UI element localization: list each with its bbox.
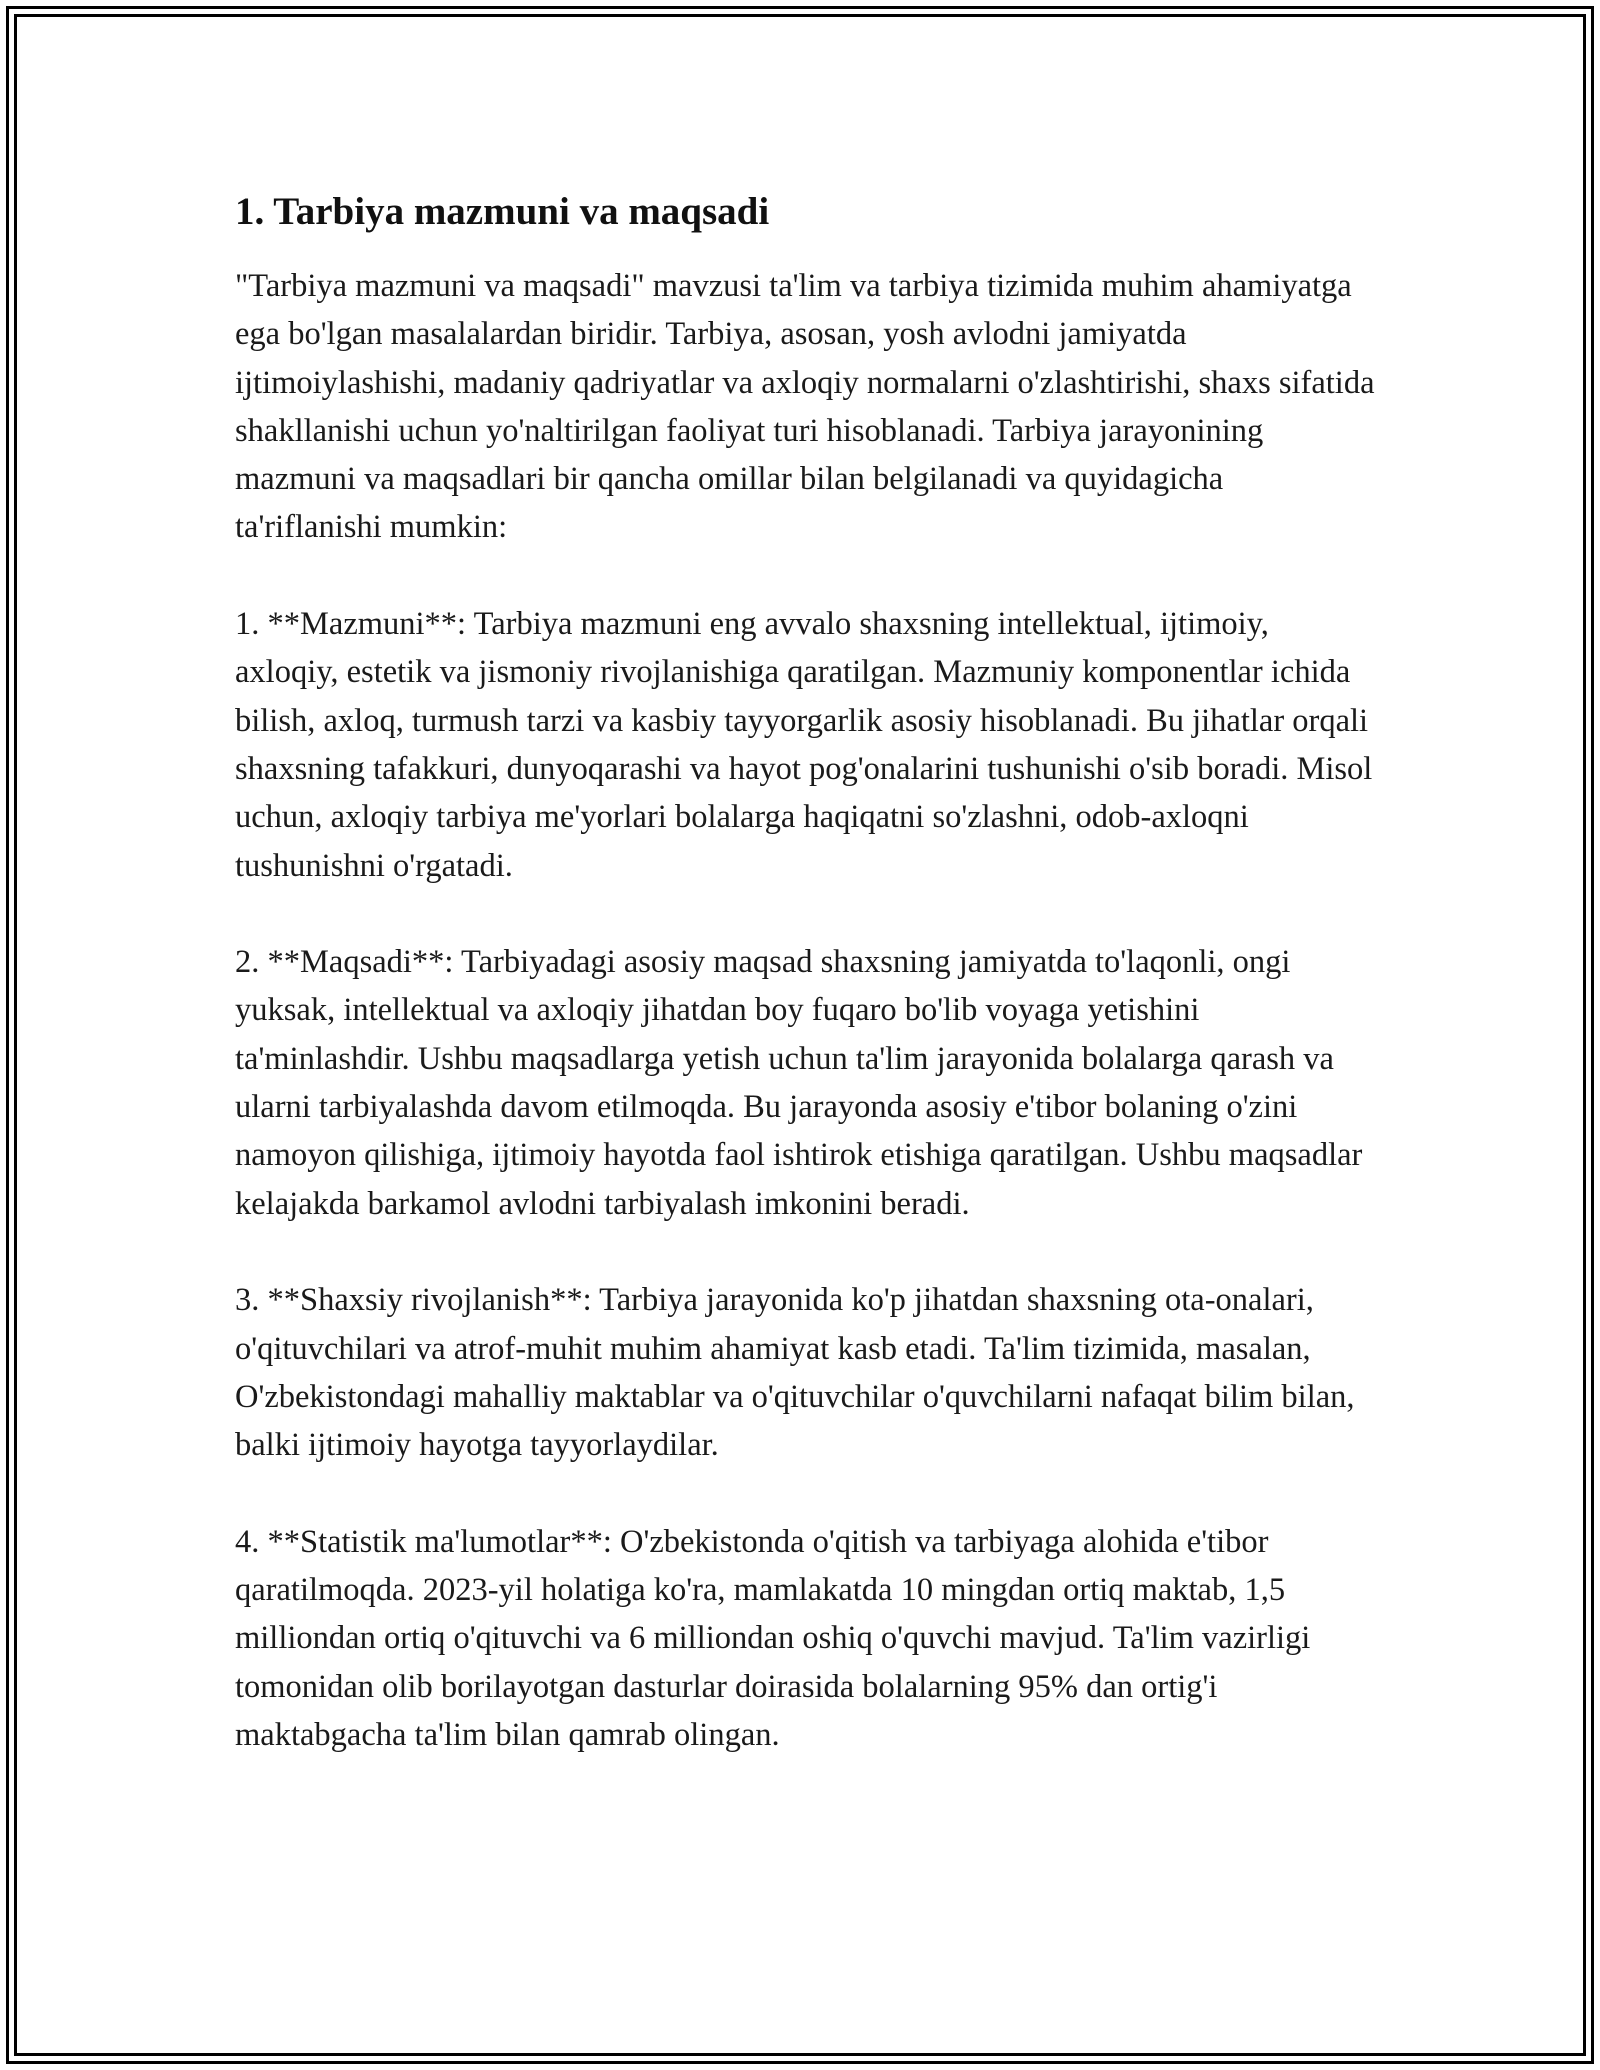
paragraph-maqsadi: 2. **Maqsadi**: Tarbiyadagi asosiy maqsad shaxsning jamiyatda to'laqonli, ongi yuksak, intellektual va axloqiy jihatdan boy fuqaro bo'lib voyaga yetishini ta'minlashdir. Ushbu maqsadlarga yetish uchun ta'lim jarayonida bolalarga qarash va ularni tarbiyalashda davom etilmoqda. Bu jarayonda asosiy e'tibor bolaning o'zini namoyon qilishiga, ijtimoiy hayotda faol ishtirok etishiga qaratilgan. Ushbu maqsadlar kelajakda barkamol avlodni tarbiyalash imkonini beradi. [235,944,1363,1222]
paragraph-mazmuni: 1. **Mazmuni**: Tarbiya mazmuni eng avvalo shaxsning intellektual, ijtimoiy, axloqiy, estetik va jismoniy rivojlanishiga qaratilgan. Mazmuniy komponentlar ichida bilish, axloq, turmush tarzi va kasbiy tayyorgarlik asosiy hisoblanadi. Bu jihatlar orqali shaxsning tafakkuri, dunyoqarashi va hayot pog'onalarini tushunishi o'sib boradi. Misol uchun, axloqiy tarbiya me'yorlari bolalarga haqiqatni so'zlashni, odob-axloqni tushunishni o'rgatadi. [235,606,1373,884]
paragraph-shaxsiy-rivojlanish: 3. **Shaxsiy rivojlanish**: Tarbiya jarayonida ko'p jihatdan shaxsning ota-onalari, o'qituvchilari va atrof-muhit muhim ahamiyat kasb etadi. Ta'lim tizimida, masalan, O'zbekistondagi mahalliy maktablar va o'qituvchilar o'quvchilarni nafaqat bilim bilan, balki ijtimoiy hayotga tayyorlaydilar. [235,1282,1355,1464]
paragraph-statistik-malumotlar: 4. **Statistik ma'lumotlar**: O'zbekistonda o'qitish va tarbiyaga alohida e'tibor qaratilmoqda. 2023-yil holatiga ko'ra, mamlakatda 10 mingdan ortiq maktab, 1,5 milliondan ortiq o'qituvchi va 6 milliondan oshiq o'quvchi mavjud. Ta'lim vazirligi tomonidan olib borilayotgan dasturlar doirasida bolalarning 95% dan ortig'i maktabgacha ta'lim bilan qamrab olingan. [235,1523,1311,1753]
document-body [235,188,1375,1808]
intro-paragraph: "Tarbiya mazmuni va maqsadi" mavzusi ta'lim va tarbiya tizimida muhim ahamiyatga ega bo'lgan masalalardan biridir. Tarbiya, asosan, yosh avlodni jamiyatda ijtimoiylashishi, madaniy qadriyatlar va axloqiy normalarni o'zlashtirishi, shaxs sifatida shakllanishi uchun yo'naltirilgan faoliyat turi hisoblanadi. Tarbiya jarayonining mazmuni va maqsadlari bir qancha omillar bilan belgilanadi va quyidagicha ta'riflanishi mumkin: [235,268,1375,546]
document-title: 1. Tarbiya mazmuni va maqsadi [235,190,770,233]
